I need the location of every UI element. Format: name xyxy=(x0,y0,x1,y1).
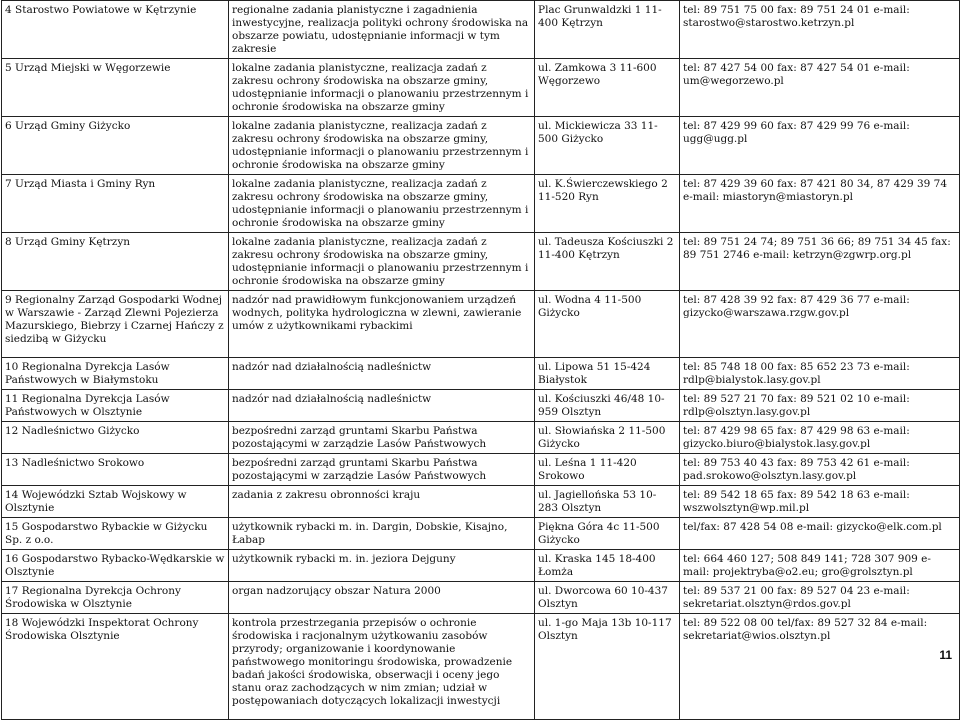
institution-name-cell xyxy=(2,233,229,291)
institution-name: Wojewódzki Inspektorat Ochrony Środowiska Olsztynie xyxy=(5,617,199,642)
contact-cell: tel: 89 751 24 74; 89 751 36 66; 89 751 34 45 fax: 89 751 2746 e-mail: ketrzyn@zgwrp.org.pl xyxy=(680,233,960,291)
row-number: 10 xyxy=(5,361,19,373)
row-number: 16 xyxy=(5,553,19,565)
contact-cell: tel/fax: 87 428 54 08 e-mail: gizycko@elk.com.pl xyxy=(680,518,960,550)
institution-name-cell xyxy=(2,422,229,454)
row-number: 8 xyxy=(5,236,12,248)
tasks-cell: kontrola przestrzegania przepisów o ochronie środowiska i racjonalnym użytkowaniu zasobów przyrody; organizowanie i koordynowanie państwowego monitoringu środowiska, prowadzenie badań jakości środowiska, obserwacji i oceny jego stanu oraz zachodzących w nim zmian; udział w postępowaniach dotyczących lokalizacji inwestycji xyxy=(229,614,535,720)
institutions-table xyxy=(1,0,960,720)
institution-name: Regionalna Dyrekcja Lasów Państwowych w Olsztynie xyxy=(5,393,170,418)
address-cell: ul. K.Świerczewskiego 2 11-520 Ryn xyxy=(535,175,680,233)
institution-name: Urząd Gminy Kętrzyn xyxy=(15,236,131,248)
row-number: 14 xyxy=(5,489,19,501)
table-row xyxy=(2,59,960,117)
table-row xyxy=(2,358,960,390)
address-cell: ul. Kościuszki 46/48 10-959 Olsztyn xyxy=(535,390,680,422)
row-number: 6 xyxy=(5,120,12,132)
institution-name-cell xyxy=(2,518,229,550)
row-number: 15 xyxy=(5,521,19,533)
institution-name: Wojewódzki Sztab Wojskowy w Olsztynie xyxy=(5,489,187,514)
row-number: 9 xyxy=(5,294,12,306)
table-row xyxy=(2,454,960,486)
table-row xyxy=(2,233,960,291)
address-cell: ul. Lipowa 51 15-424 Białystok xyxy=(535,358,680,390)
institution-name: Gospodarstwo Rybacko-Wędkarskie w Olsztynie xyxy=(5,553,225,578)
institution-name-cell xyxy=(2,614,229,720)
tasks-cell: organ nadzorujący obszar Natura 2000 xyxy=(229,582,535,614)
institution-name-cell xyxy=(2,1,229,59)
table-row xyxy=(2,291,960,358)
contact-cell: tel: 89 522 08 00 tel/fax: 89 527 32 84 e-mail: sekretariat@wios.olsztyn.pl xyxy=(680,614,960,720)
institution-name: Urząd Gminy Giżycko xyxy=(15,120,131,132)
address-cell: Plac Grunwaldzki 1 11-400 Kętrzyn xyxy=(535,1,680,59)
institution-name-cell xyxy=(2,117,229,175)
address-cell: ul. Mickiewicza 33 11-500 Giżycko xyxy=(535,117,680,175)
contact-cell: tel: 664 460 127; 508 849 141; 728 307 909 e-mail: projektryba@o2.eu; gro@grolsztyn.pl xyxy=(680,550,960,582)
tasks-cell: lokalne zadania planistyczne, realizacja zadań z zakresu ochrony środowiska na obszarze gminy, udostępnianie informacji o planowaniu przestrzennym i ochronie środowiska na obszarze gminy xyxy=(229,59,535,117)
row-number: 18 xyxy=(5,617,19,629)
tasks-cell: lokalne zadania planistyczne, realizacja zadań z zakresu ochrony środowiska na obszarze gminy, udostępnianie informacji o planowaniu przestrzennym i ochronie środowiska na obszarze gminy xyxy=(229,117,535,175)
address-cell: ul. Leśna 1 11-420 Srokowo xyxy=(535,454,680,486)
institutions-table-body xyxy=(2,1,960,720)
address-cell: ul. 1-go Maja 13b 10-117 Olsztyn xyxy=(535,614,680,720)
institution-name-cell xyxy=(2,59,229,117)
institution-name-cell xyxy=(2,454,229,486)
table-row xyxy=(2,175,960,233)
row-number: 11 xyxy=(5,393,19,405)
tasks-cell: regionalne zadania planistyczne i zagadnienia inwestycyjne, realizacja polityki ochrony środowiska na obszarze powiatu, udostępnianie informacji w tym zakresie xyxy=(229,1,535,59)
tasks-cell: nadzór nad działalnością nadleśnictw xyxy=(229,390,535,422)
address-cell: Piękna Góra 4c 11-500 Giżycko xyxy=(535,518,680,550)
row-number: 7 xyxy=(5,178,12,190)
row-number: 5 xyxy=(5,62,12,74)
institution-name: Nadleśnictwo Giżycko xyxy=(21,425,140,437)
contact-cell: tel: 89 527 21 70 fax: 89 521 02 10 e-mail: rdlp@olsztyn.lasy.gov.pl xyxy=(680,390,960,422)
row-number: 17 xyxy=(5,585,19,597)
institution-name-cell xyxy=(2,358,229,390)
address-cell: ul. Słowiańska 2 11-500 Giżycko xyxy=(535,422,680,454)
institution-name-cell xyxy=(2,550,229,582)
page-number: 11 xyxy=(939,648,952,662)
table-row xyxy=(2,117,960,175)
contact-cell: tel: 89 537 21 00 fax: 89 527 04 23 e-mail: sekretariat.olsztyn@rdos.gov.pl xyxy=(680,582,960,614)
institution-name-cell xyxy=(2,390,229,422)
address-cell: ul. Wodna 4 11-500 Giżycko xyxy=(535,291,680,358)
institution-name: Urząd Miejski w Węgorzewie xyxy=(15,62,171,74)
tasks-cell: zadania z zakresu obronności kraju xyxy=(229,486,535,518)
table-row xyxy=(2,582,960,614)
table-row xyxy=(2,1,960,59)
tasks-cell: nadzór nad prawidłowym funkcjonowaniem urządzeń wodnych, polityka hydrologiczna w zlewni, zawieranie umów z użytkownikami rybackimi xyxy=(229,291,535,358)
institution-name-cell xyxy=(2,582,229,614)
institution-name: Regionalna Dyrekcja Ochrony Środowiska w Olsztynie xyxy=(5,585,181,610)
institution-name: Nadleśnictwo Srokowo xyxy=(21,457,145,469)
tasks-cell: nadzór nad działalnością nadleśnictw xyxy=(229,358,535,390)
institution-name: Regionalna Dyrekcja Lasów Państwowych w Białymstoku xyxy=(5,361,170,386)
contact-cell: tel: 89 751 75 00 fax: 89 751 24 01 e-mail: starostwo@starostwo.ketrzyn.pl xyxy=(680,1,960,59)
contact-cell: tel: 87 429 99 60 fax: 87 429 99 76 e-mail: ugg@ugg.pl xyxy=(680,117,960,175)
table-row xyxy=(2,486,960,518)
row-number: 4 xyxy=(5,4,12,16)
tasks-cell: bezpośredni zarząd gruntami Skarbu Państwa pozostającymi w zarządzie Lasów Państwowych xyxy=(229,422,535,454)
table-row xyxy=(2,422,960,454)
table-row xyxy=(2,390,960,422)
table-row xyxy=(2,518,960,550)
tasks-cell: bezpośredni zarząd gruntami Skarbu Państwa pozostającymi w zarządzie Lasów Państwowych xyxy=(229,454,535,486)
table-row xyxy=(2,550,960,582)
tasks-cell: lokalne zadania planistyczne, realizacja zadań z zakresu ochrony środowiska na obszarze gminy, udostępnianie informacji o planowaniu przestrzennym i ochronie środowiska na obszarze gminy xyxy=(229,233,535,291)
institution-name: Gospodarstwo Rybackie w Giżycku Sp. z o.o. xyxy=(5,521,208,546)
row-number: 13 xyxy=(5,457,19,469)
institution-name-cell xyxy=(2,175,229,233)
institution-name-cell xyxy=(2,291,229,358)
contact-cell: tel: 87 428 39 92 fax: 87 429 36 77 e-mail: gizycko@warszawa.rzgw.gov.pl xyxy=(680,291,960,358)
institution-name: Urząd Miasta i Gminy Ryn xyxy=(15,178,156,190)
address-cell: ul. Kraska 145 18-400 Łomża xyxy=(535,550,680,582)
contact-cell: tel: 89 542 18 65 fax: 89 542 18 63 e-mail: wszwolsztyn@wp.mil.pl xyxy=(680,486,960,518)
address-cell: ul. Tadeusza Kościuszki 2 11-400 Kętrzyn xyxy=(535,233,680,291)
institution-name-cell xyxy=(2,486,229,518)
institution-name: Regionalny Zarząd Gospodarki Wodnej w Warszawie - Zarząd Zlewni Pojezierza Mazurskiego, Biebrzy i Czarnej Hańczy z siedzibą w Giżycku xyxy=(5,294,224,345)
contact-cell: tel: 87 429 98 65 fax: 87 429 98 63 e-mail: gizycko.biuro@bialystok.lasy.gov.pl xyxy=(680,422,960,454)
table-row xyxy=(2,614,960,720)
contact-cell: tel: 87 427 54 00 fax: 87 427 54 01 e-mail: um@wegorzewo.pl xyxy=(680,59,960,117)
tasks-cell: użytkownik rybacki m. in. jeziora Dejguny xyxy=(229,550,535,582)
address-cell: ul. Dworcowa 60 10-437 Olsztyn xyxy=(535,582,680,614)
contact-cell: tel: 87 429 39 60 fax: 87 421 80 34, 87 429 39 74 e-mail: miastoryn@miastoryn.pl xyxy=(680,175,960,233)
contact-cell: tel: 85 748 18 00 fax: 85 652 23 73 e-mail: rdlp@bialystok.lasy.gov.pl xyxy=(680,358,960,390)
tasks-cell: użytkownik rybacki m. in. Dargin, Dobskie, Kisajno, Łabap xyxy=(229,518,535,550)
row-number: 12 xyxy=(5,425,19,437)
contact-cell: tel: 89 753 40 43 fax: 89 753 42 61 e-mail: pad.srokowo@olsztyn.lasy.gov.pl xyxy=(680,454,960,486)
address-cell: ul. Zamkowa 3 11-600 Węgorzewo xyxy=(535,59,680,117)
address-cell: ul. Jagiellońska 53 10-283 Olsztyn xyxy=(535,486,680,518)
tasks-cell: lokalne zadania planistyczne, realizacja zadań z zakresu ochrony środowiska na obszarze gminy, udostępnianie informacji o planowaniu przestrzennym i ochronie środowiska na obszarze gminy xyxy=(229,175,535,233)
institution-name: Starostwo Powiatowe w Kętrzynie xyxy=(15,4,197,16)
